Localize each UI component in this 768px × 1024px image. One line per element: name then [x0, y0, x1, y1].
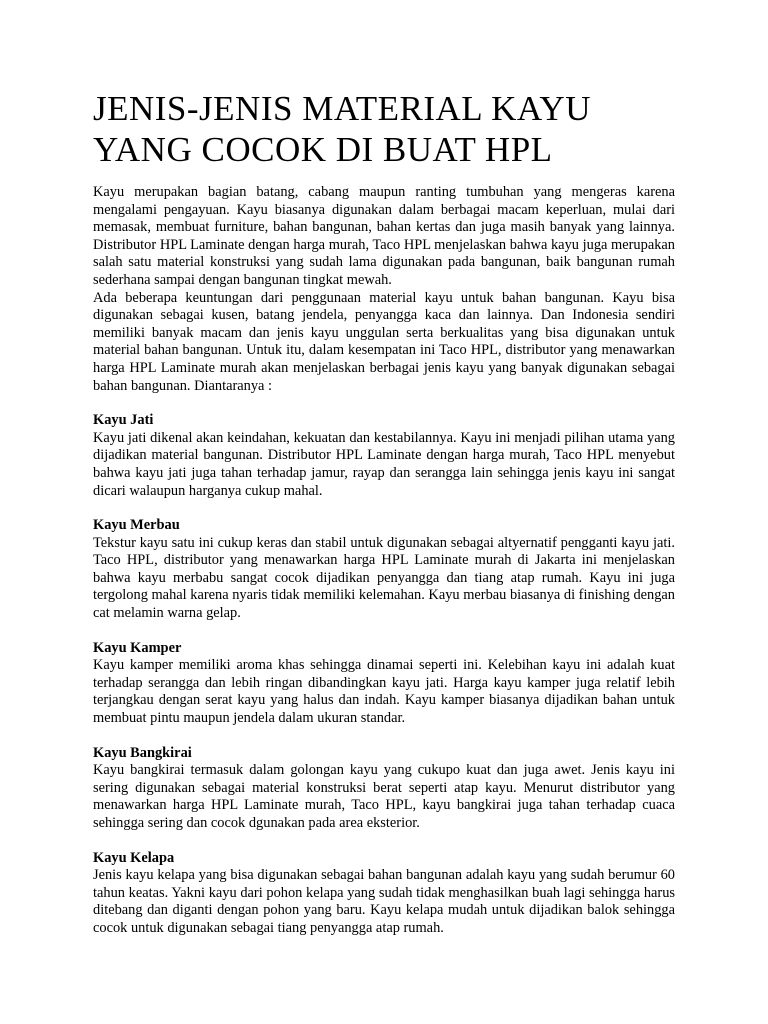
section-body: Kayu bangkirai termasuk dalam golongan kayu yang cukupo kuat dan juga awet. Jenis kayu ini sering digunakan sebagai material konstruksi berat seperti atap kayu. Menurut distributor yang menawarkan harga HPL Laminate murah, Taco HPL, kayu bangkirai juga tahan terhadap cuaca sehingga sering dan cocok dgunakan pada area eksterior. [93, 762, 675, 831]
section-body: Kayu kamper memiliki aroma khas sehingga dinamai seperti ini. Kelebihan kayu ini adalah kuat terhadap serangga dan lebih ringan dibandingkan kayu jati. Harga kayu kamper juga relatif lebih terjangkau dengan serat kayu yang halus dan indah. Kayu kamper biasanya dijadikan bahan untuk membuat pintu maupun jendela dalam ukuran standar. [93, 657, 675, 727]
section-body: Kayu jati dikenal akan keindahan, kekuatan dan kestabilannya. Kayu ini menjadi pilihan utama yang dijadikan material bangunan. Distributor HPL Laminate dengan harga murah, Taco HPL menyebut bahwa kayu jati juga tahan terhadap jamur, rayap dan serangga lain sehingga jenis kayu ini sangat dicari walaupun harganya cukup mahal. [93, 429, 675, 499]
section-kayu-kamper [93, 640, 675, 728]
section-kayu-merbau [93, 517, 675, 623]
title-line-2: YANG COCOK DI BUAT HPL [93, 130, 553, 169]
section-kayu-kelapa [93, 850, 675, 938]
intro-paragraph-2: Ada beberapa keuntungan dari penggunaan material kayu untuk bahan bangunan. Kayu bisa digunakan sebagai kusen, batang jendela, penyangga kaca dan lainnya. Dan Indonesia sendiri memiliki banyak macam dan jenis kayu unggulan serta berkualitas yang bisa digunakan untuk material bahan bangunan. Untuk itu, dalam kesempatan ini Taco HPL, distributor yang menawarkan harga HPL Laminate murah akan menjelaskan berbagai jenis kayu yang banyak digunakan sebagai bahan bangunan. Diantaranya : [93, 289, 675, 394]
section-heading: Kayu Bangkirai [93, 744, 192, 761]
document-page [93, 88, 675, 938]
section-heading: Kayu Merbau [93, 517, 180, 534]
section-kayu-bangkirai [93, 745, 675, 833]
title-line-1: JENIS-JENIS MATERIAL KAYU [93, 89, 591, 128]
page-title [93, 88, 675, 170]
section-heading: Kayu Kamper [93, 639, 182, 656]
section-heading: Kayu Kelapa [93, 849, 175, 866]
intro-paragraph-1: Kayu merupakan bagian batang, cabang maupun ranting tumbuhan yang mengeras karena mengalami pengayuan. Kayu biasanya digunakan dalam berbagai macam keperluan, mulai dari memasak, membuat furniture, bahan bangunan, bahan kertas dan juga masih banyak yang lainnya. Distributor HPL Laminate dengan harga murah, Taco HPL menjelaskan bahwa kayu juga merupakan salah satu material konstruksi yang sudah lama digunakan pada bangunan, baik bangunan rumah sederhana sampai dengan bangunan tingkat mewah. [93, 184, 675, 288]
section-body: Jenis kayu kelapa yang bisa digunakan sebagai bahan bangunan adalah kayu yang sudah berumur 60 tahun keatas. Yakni kayu dari pohon kelapa yang sudah tidak menghasilkan buah lagi sehingga harus ditebang dan diganti dengan pohon yang baru. Kayu kelapa mudah untuk dijadikan balok sehingga cocok untuk digunakan sebagai tiang penyangga atap rumah. [93, 867, 675, 936]
section-body: Tekstur kayu satu ini cukup keras dan stabil untuk digunakan sebagai altyernatif pengganti kayu jati. Taco HPL, distributor yang menawarkan harga HPL Laminate murah di Jakarta ini menjelaskan bahwa kayu merbabu sangat cocok dijadikan penyangga dan tiang atap rumah. Kayu ini juga tergolong mahal karena nyaris tidak memiliki kelemahan. Kayu merbau biasanya di finishing dengan cat melamin warna gelap. [93, 534, 675, 622]
section-heading: Kayu Jati [93, 412, 154, 429]
section-kayu-jati [93, 412, 675, 500]
